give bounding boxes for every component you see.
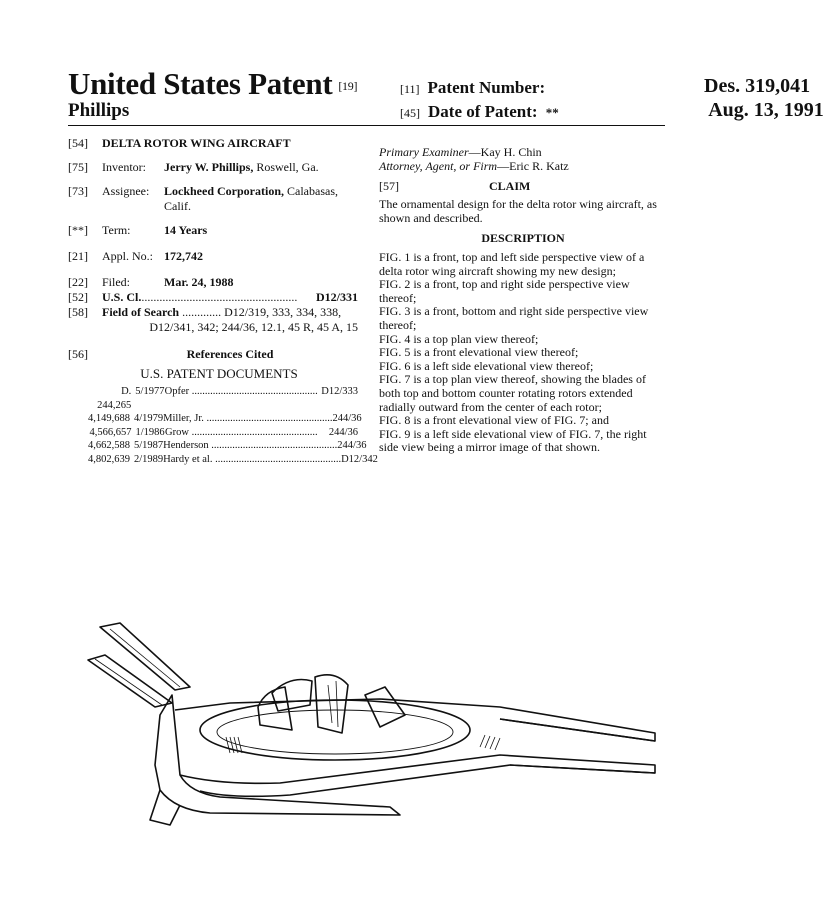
ref-number: 4,662,588 (88, 440, 130, 451)
field-code: [22] (68, 275, 88, 289)
ref-name: Grow (165, 426, 189, 438)
examiner-name: —Kay H. Chin (468, 145, 542, 159)
date-of-patent-line (400, 99, 824, 122)
field-of-search-label: Field of Search (102, 305, 180, 319)
field-of-search-line2: D12/341, 342; 244/36, 12.1, 45 R, 45 A, 15 (149, 320, 358, 334)
us-class-label: U.S. Cl. (102, 290, 142, 304)
rotor-hub (315, 675, 348, 733)
fig-ref: FIG. 1 (379, 250, 411, 264)
ref-class: D12/342 (341, 453, 378, 465)
title-field (68, 136, 358, 151)
fig-ref: FIG. 4 (379, 331, 411, 346)
ref-name-cell: Miller, Jr. ................................................ (163, 413, 333, 424)
ref-name-cell: Opfer ................................................ (164, 386, 318, 397)
ref-date: 1/1986 (135, 426, 165, 438)
ref-number: D. 244,265 (97, 386, 132, 411)
invention-title: DELTA ROTOR WING AIRCRAFT (102, 136, 291, 150)
assignee-name: Lockheed Corporation, (164, 184, 284, 198)
references-subtitle: U.S. PATENT DOCUMENTS (140, 366, 298, 381)
fig-text: is a top plan view thereof, showing the blades of both top and bottom counter rotating rotors extended radially outward from the center of each rotor; (379, 372, 646, 414)
header-rule (68, 125, 665, 126)
fig-ref: FIG. 6 (379, 358, 411, 373)
claim-code: [57] (379, 179, 399, 193)
figure-description (379, 346, 667, 360)
rotor-blade-left (258, 687, 292, 730)
claim-heading (379, 179, 667, 193)
inventor-name: Jerry W. Phillips, (164, 160, 254, 174)
table-row (88, 453, 378, 467)
ref-date: 5/1977 (135, 386, 165, 397)
inventor-location: Roswell, Ga. (253, 160, 319, 174)
ref-name: Henderson (163, 440, 209, 451)
wing-trailing-edge (180, 755, 655, 796)
fig-text: is a left side elevational view thereof; (410, 358, 594, 373)
bibliographic-column (68, 136, 378, 466)
examiner-line (379, 145, 667, 159)
rotor-well (200, 700, 470, 760)
field-code: [21] (68, 249, 88, 263)
fig-ref: FIG. 5 (379, 345, 411, 360)
fig-text: is a left side elevational view of FIG. 7, the right side view being a mirror image of that shown. (379, 426, 647, 455)
date-marks: ** (545, 105, 559, 120)
ref-name: Opfer (164, 386, 190, 397)
field-label: Appl. No.: (102, 249, 153, 263)
fig-ref: FIG. 8 (379, 413, 411, 428)
tail-fin-upper-line (110, 629, 180, 687)
claim-text: The ornamental design for the delta rotor wing aircraft, as shown and described. (379, 197, 657, 225)
date-value: Aug. 13, 1991 (708, 99, 824, 121)
fig-ref: FIG. 9 (379, 426, 411, 441)
table-row (88, 412, 362, 426)
date-label: Date of Patent: (428, 102, 538, 121)
figure-description (379, 278, 667, 305)
figure-descriptions (379, 251, 667, 455)
figure-description (379, 251, 667, 278)
ref-name: Hardy et al. (163, 453, 213, 465)
attorney-name: —Eric R. Katz (497, 159, 569, 173)
term-value: 14 Years (164, 223, 208, 237)
inventor-field (68, 160, 358, 175)
attorney-line (379, 159, 667, 173)
fig-ref: FIG. 7 (379, 372, 411, 387)
ref-date: 4/1979 (134, 413, 164, 424)
fig-text: is a front elevational view of FIG. 7; and (410, 413, 609, 428)
field-code: [75] (68, 160, 88, 174)
patent-number-value: Des. 319,041 (704, 75, 811, 97)
ref-name-cell: Henderson ................................................ (163, 440, 338, 451)
term-field (68, 223, 358, 238)
table-row (88, 439, 367, 453)
date-tag: [45] (400, 106, 420, 120)
title-tag: [19] (338, 79, 358, 93)
patent-number-tag: [11] (400, 82, 420, 96)
appl-number: 172,742 (164, 249, 203, 263)
header-inventor-surname: Phillips (68, 100, 130, 121)
figure-description (379, 373, 667, 414)
references-table (88, 385, 378, 466)
aircraft-drawing (80, 615, 680, 845)
figure-description (379, 414, 667, 428)
us-class-value: D12/331 (316, 290, 358, 304)
field-label: Assignee: (102, 184, 150, 198)
field-of-search (68, 305, 358, 320)
filed-date: Mar. 24, 1988 (164, 275, 234, 289)
fig-text: is a front, top and right side perspective view thereof; (379, 277, 630, 305)
table-row (88, 426, 358, 440)
nose-probe-upper (500, 719, 655, 741)
title-text: United States Patent (68, 66, 333, 101)
ref-number: 4,566,657 (89, 426, 132, 438)
field-code: [58] (68, 305, 88, 319)
fig-ref: FIG. 2 (379, 277, 411, 292)
references-title: References Cited (186, 347, 274, 361)
field-code: [56] (68, 347, 88, 361)
filed-field (68, 275, 358, 290)
tail-fin-upper (100, 623, 190, 690)
ref-number: 4,802,639 (88, 453, 130, 465)
ref-date: 2/1989 (134, 453, 164, 465)
table-row (88, 385, 358, 412)
field-of-search-line1: ............. D12/319, 333, 334, 338, (179, 305, 342, 319)
references-heading (68, 347, 358, 362)
rotor-hub-lines (328, 681, 338, 727)
field-label: Term: (102, 223, 131, 237)
figure-description (379, 360, 667, 374)
nose-probe-lower (510, 765, 655, 773)
figure-description (379, 333, 667, 347)
fig-text: is a top plan view thereof; (410, 331, 539, 346)
figure-description (379, 428, 667, 455)
field-code: [54] (68, 136, 88, 150)
cockpit-canopy (272, 680, 312, 712)
us-class-field (68, 290, 358, 305)
ref-class: 244/36 (337, 440, 367, 451)
appl-field (68, 249, 358, 264)
leader-dots: .................................................... (141, 290, 298, 304)
fig-text: is a front, top and left side perspective view of a delta rotor wing aircraft showing my new design; (379, 250, 645, 278)
claim-column (379, 145, 667, 455)
ref-class: 244/36 (328, 426, 358, 438)
ref-number: 4,149,688 (88, 413, 130, 424)
claim-title: CLAIM (489, 179, 531, 193)
assignee-location: Calabasas, Calif. (164, 184, 338, 213)
assignee-field (68, 184, 358, 214)
ref-name-cell: Hardy et al. ................................................ (163, 453, 342, 465)
ref-class: 244/36 (332, 413, 362, 424)
ref-name: Miller, Jr. (163, 413, 204, 424)
patent-number-label: Patent Number: (427, 78, 546, 97)
ref-class: D12/333 (321, 386, 358, 397)
fig-ref: FIG. 3 (379, 304, 411, 319)
field-label: Filed: (102, 275, 131, 289)
fig-text: is a front elevational view thereof; (410, 345, 579, 360)
examiner-label: Primary Examiner (379, 145, 469, 159)
field-label: Inventor: (102, 160, 146, 174)
figure-description (379, 305, 667, 332)
patent-number-line (400, 75, 811, 98)
field-code: [52] (68, 290, 88, 304)
patent-header-title (68, 66, 357, 102)
tail-fin-middle-line (95, 659, 162, 705)
ref-date: 5/1987 (134, 440, 164, 451)
field-code: [**] (68, 223, 88, 237)
rotor-blade-right (365, 687, 405, 727)
field-code: [73] (68, 184, 88, 198)
description-title: DESCRIPTION (481, 231, 565, 245)
ref-name-cell: Grow ................................................ (165, 426, 318, 438)
fig-text: is a front, bottom and right side perspective view thereof; (379, 304, 649, 332)
attorney-label: Attorney, Agent, or Firm (379, 159, 498, 173)
